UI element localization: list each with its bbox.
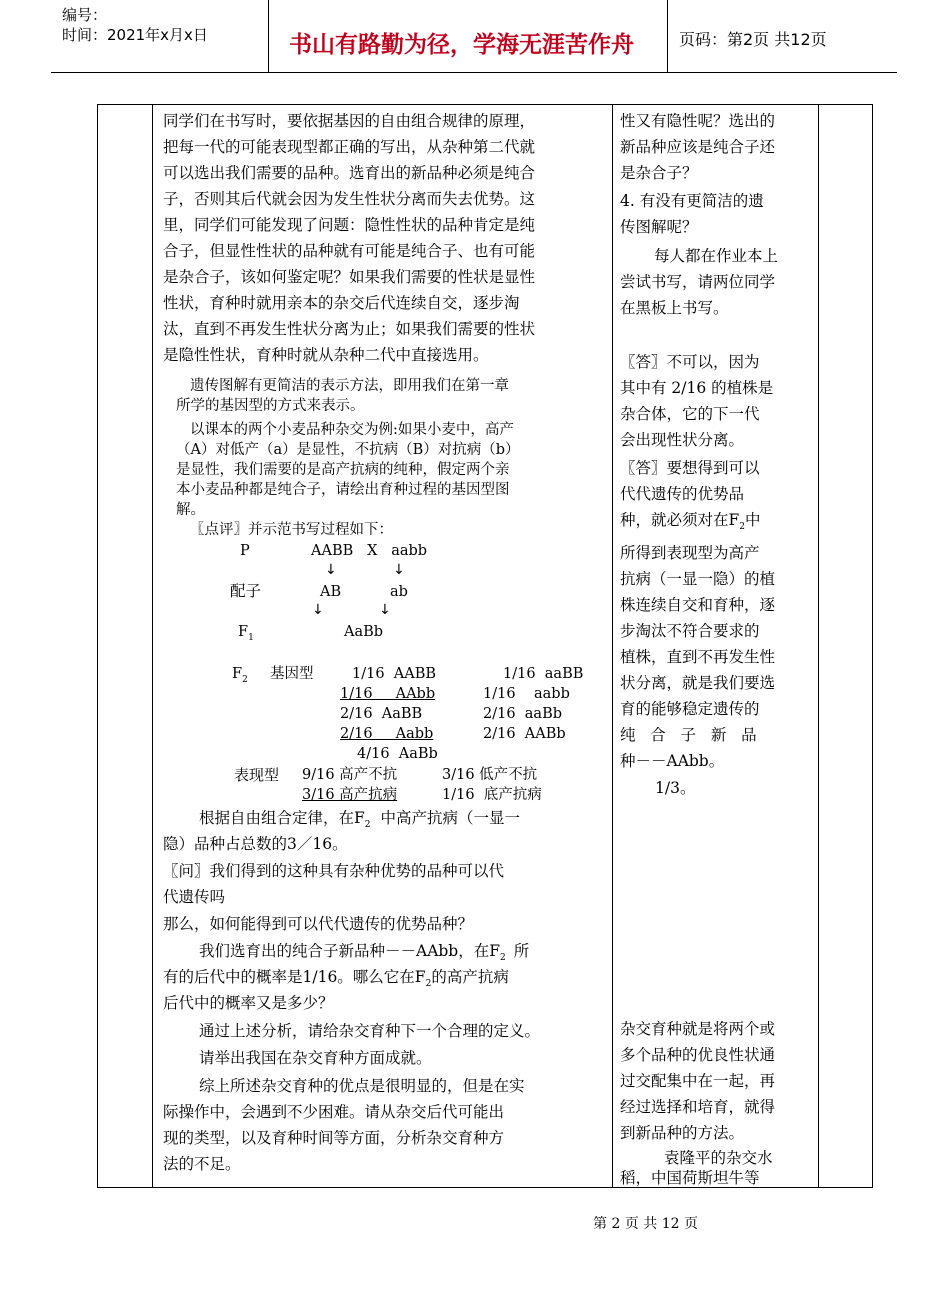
right-achievements: 袁隆平的杂交水 稻，中国荷斯坦牛等 — [620, 1149, 773, 1187]
diagram-gamete-label: 配子 — [230, 582, 262, 600]
arrow-down-icon: ↓ — [312, 602, 324, 618]
genotype-entry: 1/16 aaBB — [503, 666, 584, 682]
phenotype-entry: 3/16 高产抗病 — [302, 787, 398, 803]
genotype-entry: 4/16 AaBb — [357, 746, 438, 762]
genotype-entry: 2/16 AABb — [483, 726, 566, 742]
genotype-entry: 1/16 AAbb — [340, 686, 436, 702]
arrow-down-icon: ↓ — [325, 562, 337, 578]
diagram-gamete-b: ab — [390, 584, 408, 600]
paragraph-then: 那么，如何能得到可以代代遗传的优势品种？ — [163, 915, 474, 933]
paragraph-achievements: 请举出我国在杂交育种方面成就。 — [199, 1049, 432, 1067]
review-label: 〖点评〗并示范书写过程如下： — [190, 522, 393, 538]
right-definition: 杂交育种就是将两个或 多个品种的优良性状通 过交配集中在一起，再 经过选择和培育，就得 到新品种的方法。 — [620, 1020, 776, 1142]
phenotype-entry: 3/16 低产不抗 — [442, 767, 538, 783]
question: 〖问〗我们得到的这种具有杂种优势的品种可以代 代遗传吗 — [163, 862, 505, 906]
diagram-gamete-a: AB — [320, 584, 342, 600]
diagram-f2-label: $F_2$ — [232, 666, 248, 685]
diagram-p-cross: AABB X aabb — [311, 543, 428, 559]
genotype-entry: 1/16 AABB — [352, 666, 437, 682]
right-note-purity: 性又有隐性呢？选出的 新品种应该是纯合子还 是杂合子？ — [620, 112, 776, 182]
arrow-down-icon: ↓ — [379, 602, 391, 618]
paragraph-probability: 我们选育出的纯合子新品种－－AAbb，在$F_2$ 所 — [199, 942, 530, 964]
diagram-f1-label: $F_1$ — [238, 624, 254, 643]
paragraph-definition: 通过上述分析，请给杂交育种下一个合理的定义。 — [199, 1022, 541, 1040]
paragraph-shortcomings: 综上所述杂交育种的优点是很明显的，但是在实 际操作中，会遇到不少困难。请从杂交后代可能出 现的类型，以及育种时间等方面，分析杂交育种方 法的不足。 — [163, 1077, 525, 1173]
genotype-entry: 2/16 Aabb — [340, 726, 434, 742]
genotype-entry: 1/16 aabb — [483, 686, 570, 702]
phenotype-entry: 9/16 高产不抗 — [302, 767, 398, 783]
arrow-down-icon: ↓ — [393, 562, 405, 578]
right-answer-3: 1/3。 — [655, 779, 696, 797]
right-answer-2: 〖答〗要想得到可以 代代遗传的优势品 种，就必须对在$F_2$中 所得到表现型为高产 抗病（一显一隐）的植 株连续自交和育种，逐 步淘汰不符合要求的 植株，直到不再发生性 状分离，就是我们要选 育的能够稳定遗传的 纯 合 子 新 品 种－－AAbb。 — [620, 459, 776, 771]
right-note-simpler-diagram: 4. 有没有更简洁的遗 传图解呢？ — [620, 192, 764, 236]
paragraph-probability-l3: 后代中的概率又是多少？ — [163, 994, 334, 1012]
right-answer-1: 〖答〗不可以，因为 其中有 2/16 的植株是 杂合体，它的下一代 会出现性状分离。 — [620, 353, 774, 449]
paragraph-probability-l2: 有的后代中的概率是1/16。哪么它在$F_2$的高产抗病 — [163, 968, 509, 990]
paragraph-wheat-example: 以课本的两个小麦品种杂交为例:如果小麦中，高产 （A）对低产（a）是显性，不抗病（B）对抗病（b） 是显性，我们需要的是高产抗病的纯种，假定两个亲 本小麦品种都是纯合子，请绘出育种过程的基因型图 解。 — [176, 422, 520, 518]
diagram-genotype-label: 基因型 — [270, 666, 314, 682]
header-number: 编号： — [62, 6, 108, 24]
page-footer: 第 2 页 共 12 页 — [593, 1216, 698, 1232]
header-motto: 书山有路勤为径，学海无涯苦作舟 — [289, 32, 634, 58]
header-time: 时间：2021年x月x日 — [62, 26, 208, 44]
genotype-entry: 2/16 AaBB — [340, 706, 423, 722]
column-divider — [152, 104, 153, 1188]
paragraph-breeding-method: 同学们在书写时，要依据基因的自由组合规律的原理， 把每一代的可能表现型都正确的写出，从杂种第二代就 可以选出我们需要的品种。选育出的新品种必须是纯合 子，否则其后代就会因为发生性状分离而失去优势。这 里，同学们可能发现了问题：隐性性状的品种肯定是纯 合子，但显性性状的品种就有可能是纯合子、也有可能 是杂合子，该如何鉴定呢？如果我们需要的性状是显性 性状，育种时就用亲本的杂交后代连续自交，逐步淘 汰，直到不再发生性状分离为止；如果我们需要的性状 是隐性性状，育种时就从杂种二代中直接选用。 — [163, 112, 536, 364]
diagram-phenotype-label: 表现型 — [234, 766, 280, 784]
header-divider — [667, 0, 668, 72]
right-note-practice: 每人都在作业本上 尝试书写，请两位同学 在黑板上书写。 — [620, 247, 779, 317]
column-divider — [818, 104, 819, 1188]
diagram-f1-value: AaBb — [344, 624, 384, 640]
paragraph-genetic-diagram: 遗传图解有更简洁的表示方法，即用我们在第一章 所学的基因型的方式来表示。 — [176, 378, 509, 414]
diagram-p-label: P — [240, 543, 250, 559]
header-divider — [268, 0, 269, 72]
phenotype-entry: 1/16 底产抗病 — [442, 787, 542, 803]
column-divider — [612, 104, 613, 1188]
genotype-entry: 2/16 aaBb — [483, 706, 563, 722]
paragraph-free-combination-end: 隐）品种占总数的3／16。 — [163, 835, 348, 853]
paragraph-free-combination: 根据自由组合定律，在$F_2$ 中高产抗病（一显一 — [199, 809, 521, 831]
header-page-number: 页码：第2页 共12页 — [679, 30, 827, 49]
